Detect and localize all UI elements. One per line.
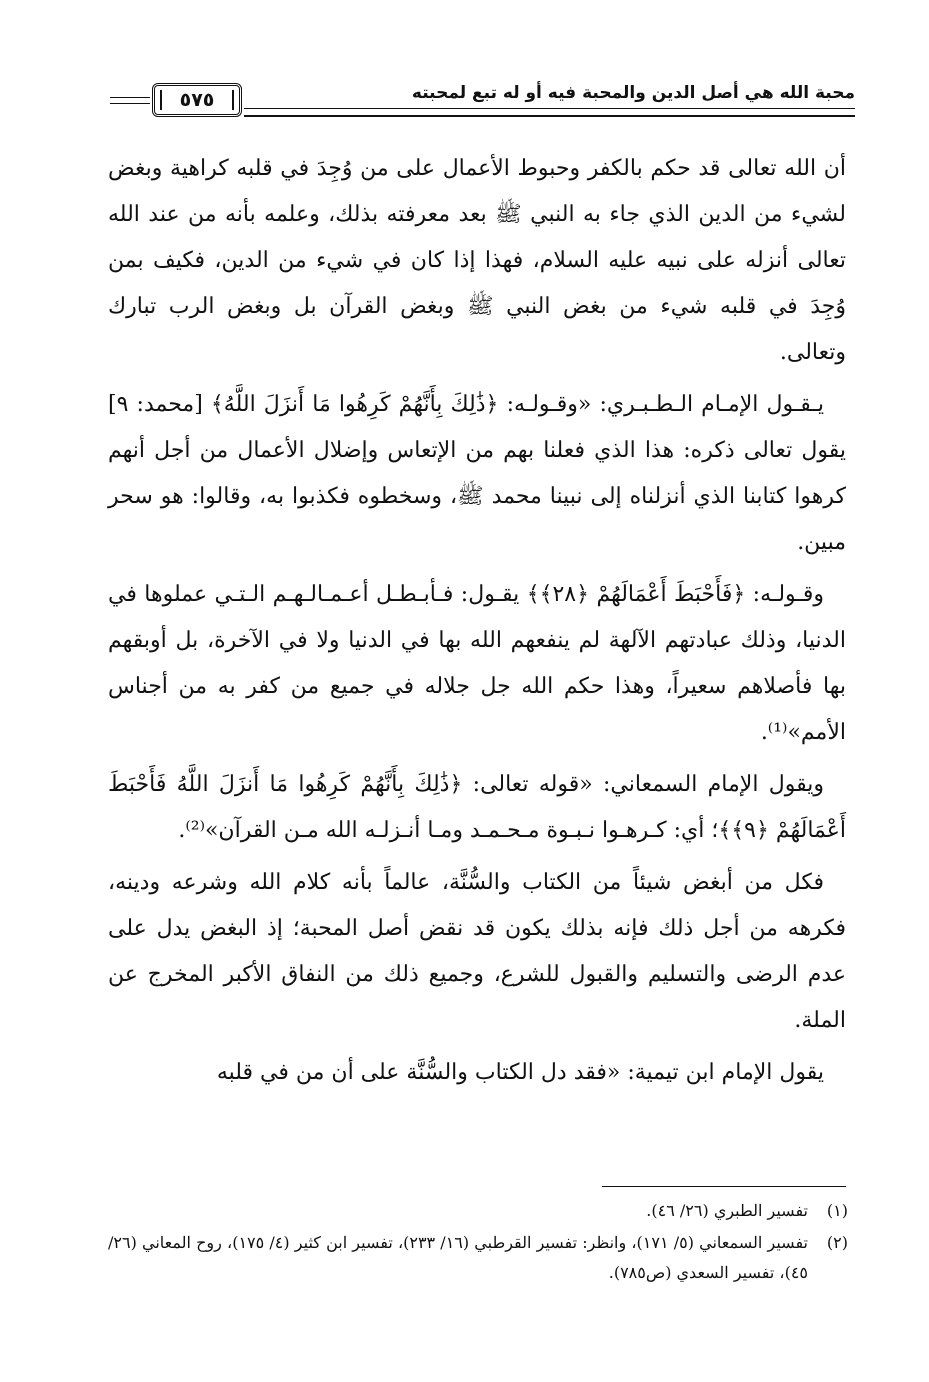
- header-rule-right: [244, 108, 855, 117]
- paragraph: أن الله تعالى قد حكم بالكفر وحبوط الأعمال على من وُجِدَ في قلبه كراهية وبغض لشيء من الدين الذي جاء به النبي ﷺ بعد معرفته بذلك، وعلمه بأنه من عند الله تعالى أنزله على نبيه عليه السلام، فهذا إذا كان في شيء من الدين، فكيف بمن وُجِدَ في قلبه شيء من بغض النبي ﷺ وبغض القرآن بل وبغض الرب تبارك وتعالى.: [108, 156, 846, 365]
- footnote-separator: [602, 1186, 846, 1187]
- paragraph: ويقول الإمام السمعاني: «قوله تعالى: ﴿ذَٰلِكَ بِأَنَّهُمْ كَرِهُوا مَا أَنزَلَ اللَّهُ فَأَحْبَطَ أَعْمَالَهُمْ ﴿٩﴾﴾؛ أي: كـرهـوا نـبـوة مـحـمـد ومـا أنـزلـه الله مـن القرآن»⁽²⁾.: [108, 772, 846, 843]
- header-title: محبة الله هي أصل الدين والمحبة فيه أو له تبع لمحبته: [411, 83, 855, 103]
- main-text: [108, 146, 846, 1102]
- paragraph: فكل من أبغض شيئاً من الكتاب والسُّنَّة، عالماً بأنه كلام الله وشرعه ودينه، فكرهه من أجل ذلك فإنه بذلك يكون قد نقض أصل المحبة؛ إذ البغض يدل على عدم الرضى والتسليم والقبول للشرع، وجميع ذلك من النفاق الأكبر المخرج عن الملة.: [108, 870, 846, 1033]
- page-number: ٥٧٥: [152, 83, 242, 117]
- footnote-text: تفسير السمعاني (٥/ ١٧١)، وانظر: تفسير القرطبي (١٦/ ٢٣٣)، تفسير ابن كثير (٤/ ١٧٥)، روح المعاني (٢٦/ ٤٥)، تفسير السعدي (ص٧٨٥).: [108, 1233, 808, 1282]
- paragraph: يقول الإمام ابن تيمية: «فقد دل الكتاب والسُّنَّة على أن من في قلبه: [216, 1060, 824, 1085]
- footnote: [108, 1196, 848, 1226]
- paragraph: وقـولـه: ﴿فَأَحْبَطَ أَعْمَالَهُمْ ﴿٢٨﴾﴾ يقـول: فـأبـطـل أعـمـالـهـم الـتـي عملوها في الدنيا، وذلك عبادتهم الآلهة لم ينفعهم الله بها في الدنيا ولا في الآخرة، بل أوبقهم بها فأصلاهم سعيراً، وهذا حكم الله جل جلاله في جميع من كفر به من أجناس الأمم»⁽¹⁾.: [108, 582, 847, 745]
- footnote-text: تفسير الطبري (٢٦/ ٤٦).: [646, 1201, 808, 1220]
- footnote-number: (١): [826, 1201, 848, 1220]
- header-rule-left: [110, 97, 150, 104]
- footnote: [108, 1228, 848, 1288]
- footnote-number: (٢): [826, 1233, 848, 1252]
- paragraph: يـقـول الإمـام الـطـبـري: «وقـولـه: ﴿ذَٰلِكَ بِأَنَّهُمْ كَرِهُوا مَا أَنزَلَ اللَّهُ﴾ [محمد: ٩] يقول تعالى ذكره: هذا الذي فعلنا بهم من الإتعاس وإضلال الأعمال من أجل أنهم كرهوا كتابنا الذي أنزلناه إلى نبينا محمد ﷺ، وسخطوه فكذبوا به، وقالوا: هو سحر مبين.: [108, 392, 846, 555]
- footnotes: [108, 1196, 848, 1290]
- running-header: [110, 75, 855, 125]
